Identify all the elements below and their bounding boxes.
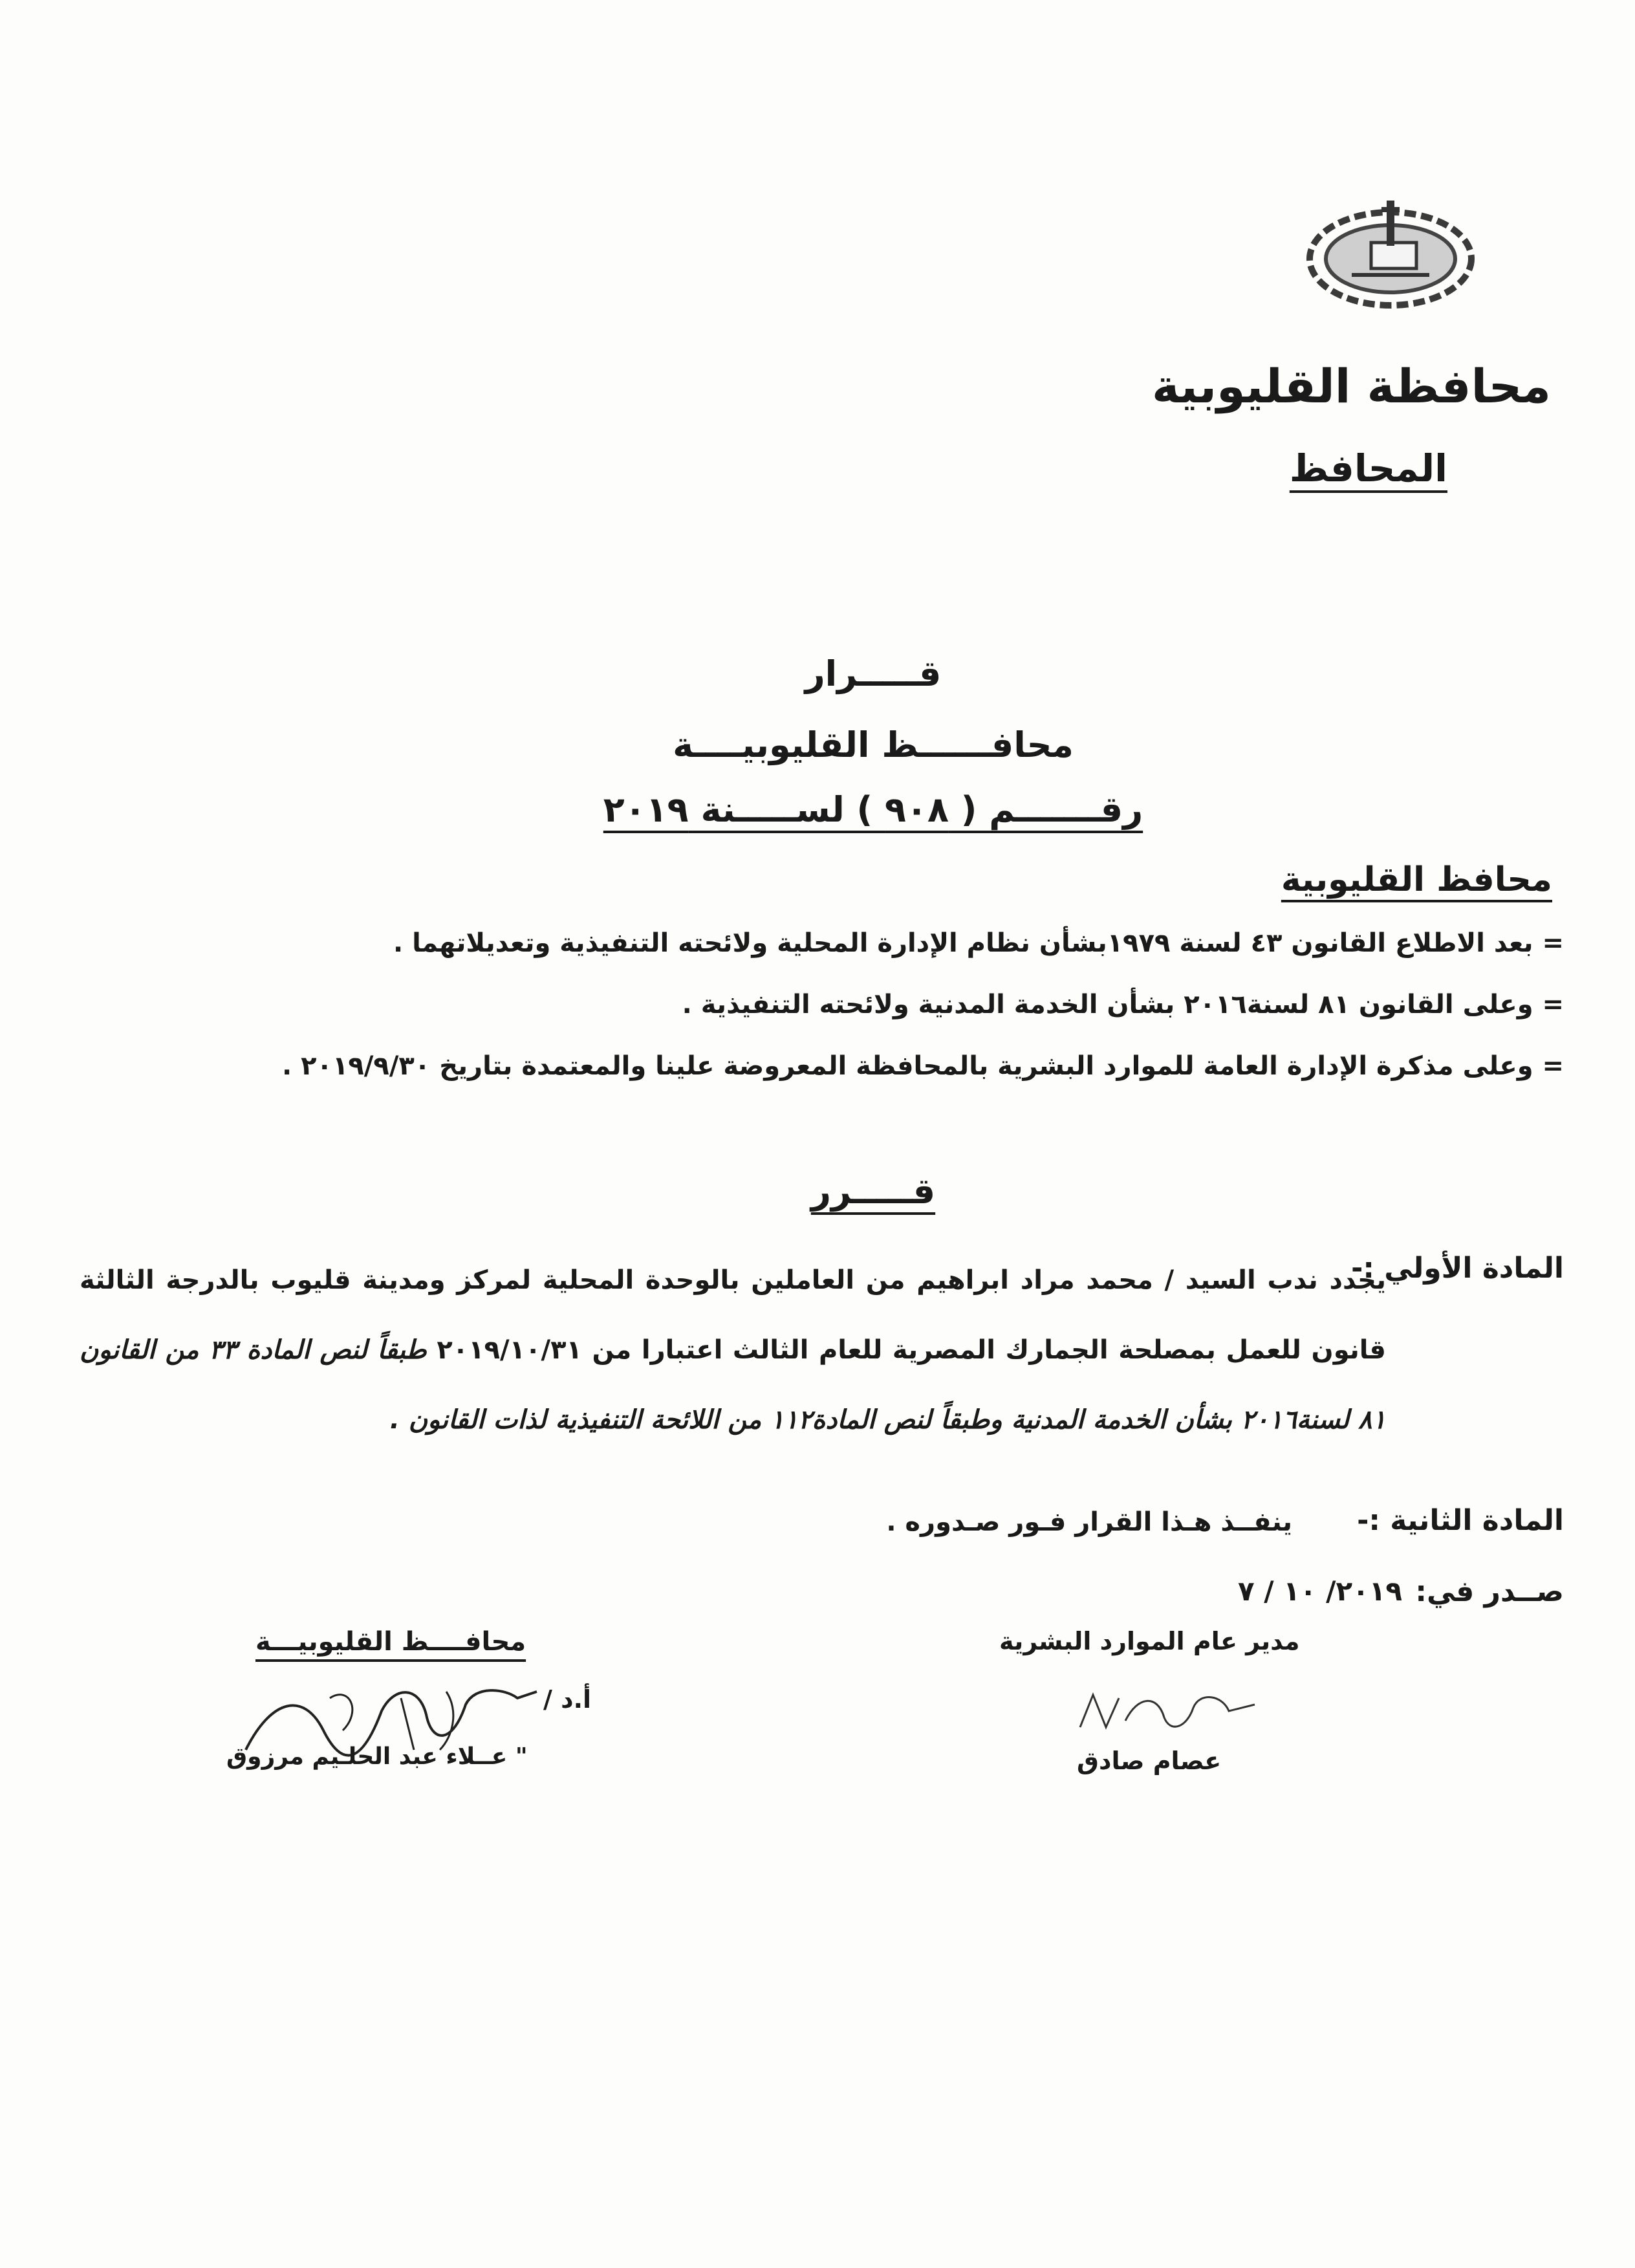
decision-number: رقـــــــم ( ٩٠٨ ) لســـــنة ٢٠١٩	[603, 789, 1143, 830]
hr-director-signature-scribble	[1074, 1682, 1261, 1740]
article-first-plain: يجدد ندب السيد / محمد مراد ابراهيم من العاملين بالوحدة المحلية لمركز ومدينة قليوب بالدرجة الثالثة قانون للعمل بمصلحة الجمارك المصرية للعام الثالث اعتبارا من ٢٠١٩/١٠/٣١	[80, 1265, 1387, 1365]
preamble-line: = بعد الاطلاع القانون ٤٣ لسنة ١٩٧٩بشأن نظام الإدارة المحلية ولائحته التنفيذية وتعديلاتهما .	[393, 928, 1564, 958]
issued-date: ٢٠١٩/ ١٠ / ٧	[1237, 1575, 1402, 1607]
issued-label: صــدر في:	[1415, 1575, 1564, 1608]
article-first-italic: طبقاً لنص المادة ٣٣ من القانون ٨١ لسنة٢٠١٦ بشأن الخدمة المدنية وطبقاً لنص المادة١١٢ من اللائحة التنفيذية لذات القانون .	[80, 1335, 1386, 1435]
governorate-emblem-icon	[1300, 188, 1481, 317]
article-second-label: المادة الثانية :-	[1357, 1504, 1564, 1537]
governor-name: " عــلاء عبد الحلـيم مرزوق	[226, 1743, 528, 1770]
decision-title: قـــــرار	[805, 653, 942, 694]
decision-issuer: محافــــــظ القليوبيــــة	[673, 725, 1074, 765]
preamble-line: = وعلى مذكرة الإدارة العامة للموارد البشرية بالمحافظة المعروضة علينا والمعتمدة بتاريخ ٢٠١٩/٩/٣٠ .	[282, 1051, 1564, 1081]
preamble-line: = وعلى القانون ٨١ لسنة٢٠١٦ بشأن الخدمة المدنية ولائحته التنفيذية .	[682, 990, 1564, 1020]
governor-title-prefix: أ.د /	[543, 1685, 592, 1714]
governor-signature-title: محافــــظ القليوبيـــة	[255, 1627, 526, 1657]
office-title: المحافظ	[1289, 446, 1447, 490]
article-first-label: المادة الأولي :-	[1351, 1252, 1564, 1285]
article-first-text	[80, 1245, 1386, 1455]
preamble-title: محافظ القليوبية	[1281, 860, 1552, 899]
hr-director-name: عصام صادق	[1077, 1747, 1222, 1775]
article-second-text: ينفــذ هـذا القرار فـور صـدوره .	[886, 1507, 1292, 1537]
decided-heading: قـــــرر	[810, 1171, 936, 1212]
governorate-name: محافظة القليوبية	[1151, 359, 1551, 413]
hr-director-title: مدير عام الموارد البشرية	[999, 1627, 1300, 1655]
